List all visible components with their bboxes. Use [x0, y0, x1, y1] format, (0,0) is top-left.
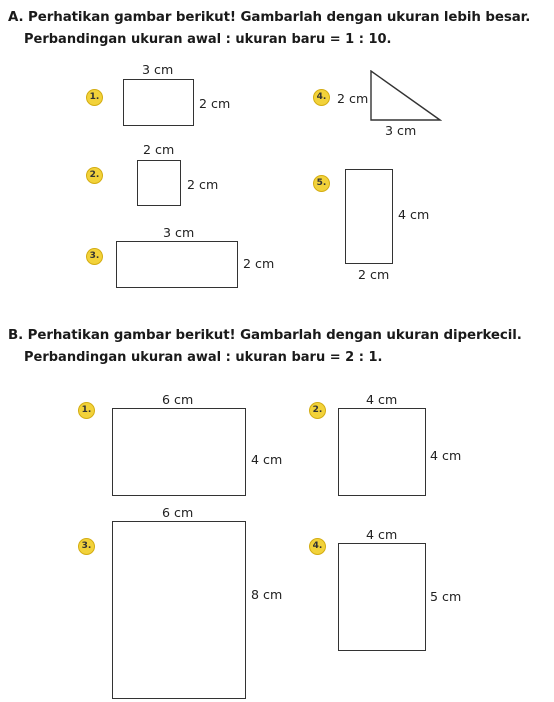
figure-bottom-length: 2 cm: [358, 267, 390, 282]
figure-side-length: 8 cm: [251, 587, 283, 602]
figure-side-length: 2 cm: [243, 256, 275, 271]
section-b-ratio: Perbandingan ukuran awal : ukuran baru = 2 : 1.: [24, 350, 383, 365]
rectangle-4x5: [338, 543, 426, 651]
right-triangle: [370, 70, 442, 122]
section-a-heading: A. Perhatikan gambar berikut! Gambarlah dengan ukuran lebih besar.: [8, 10, 531, 25]
figure-side-length: 5 cm: [430, 589, 462, 604]
figure-top-length: 4 cm: [366, 527, 398, 542]
figure-bottom-length: 3 cm: [385, 123, 417, 138]
rectangle-6x8: [112, 521, 246, 699]
figure-side-length: 4 cm: [430, 448, 462, 463]
figure-number-badge: 2.: [86, 167, 103, 184]
figure-top-length: 4 cm: [366, 392, 398, 407]
figure-number-badge: 3.: [78, 538, 95, 555]
rectangle-2x4: [345, 169, 393, 264]
figure-side-length: 4 cm: [251, 452, 283, 467]
figure-top-length: 6 cm: [162, 392, 194, 407]
figure-number-badge: 3.: [86, 248, 103, 265]
square-2x2: [137, 160, 181, 206]
figure-number-badge: 5.: [313, 175, 330, 192]
figure-number-badge: 4.: [309, 538, 326, 555]
section-b-heading: B. Perhatikan gambar berikut! Gambarlah dengan ukuran diperkecil.: [8, 328, 522, 343]
figure-top-length: 2 cm: [143, 142, 175, 157]
figure-top-length: 3 cm: [142, 62, 174, 77]
figure-side-length: 4 cm: [398, 207, 430, 222]
figure-number-badge: 4.: [313, 89, 330, 106]
figure-number-badge: 1.: [86, 89, 103, 106]
rectangle-3x2: [123, 79, 194, 126]
rectangle-3x2-wide: [116, 241, 238, 288]
figure-side-length: 2 cm: [337, 91, 369, 106]
figure-top-length: 3 cm: [163, 225, 195, 240]
square-4x4: [338, 408, 426, 496]
figure-side-length: 2 cm: [187, 177, 219, 192]
figure-side-length: 2 cm: [199, 96, 231, 111]
figure-number-badge: 2.: [309, 402, 326, 419]
figure-number-badge: 1.: [78, 402, 95, 419]
rectangle-6x4: [112, 408, 246, 496]
figure-top-length: 6 cm: [162, 505, 194, 520]
section-a-ratio: Perbandingan ukuran awal : ukuran baru = 1 : 10.: [24, 32, 392, 47]
